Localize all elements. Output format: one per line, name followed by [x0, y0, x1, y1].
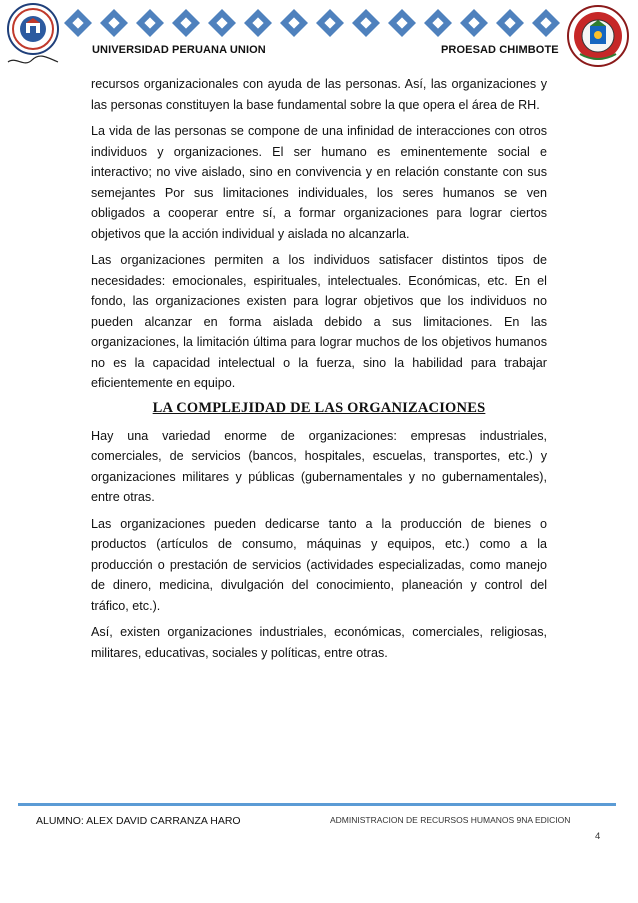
ornament-diamond-icon	[136, 9, 164, 37]
ornament-diamond-icon	[280, 9, 308, 37]
ornament-diamond-icon	[532, 9, 560, 37]
ornament-diamond-icon	[496, 9, 524, 37]
section-paragraph: Así, existen organizaciones industriales, económicas, comerciales, religiosas, militares, educativas, sociales y políticas, entre otras.	[91, 625, 547, 660]
ornament-diamond-icon	[172, 9, 200, 37]
university-seal-icon	[4, 2, 62, 68]
section-paragraph: Las organizaciones pueden dedicarse tanto a la producción de bienes o productos (artículos de consumo, máquinas y equipos, etc.) como a la producción o prestación de servicios (actividades especializadas, como manejo de dinero, medicina, divulgación del conocimiento, planeación y control del tráfico, etc.).	[91, 516, 547, 613]
ornament-diamond-icon	[460, 9, 488, 37]
body-paragraph: recursos organizacionales con ayuda de las personas. Así, las organizaciones y las personas constituyen la base fundamental sobre la que opera el área de RH.	[91, 77, 547, 112]
ornament-diamond-icon	[64, 9, 92, 37]
page-body	[91, 74, 547, 669]
footer-course-title: ADMINISTRACION DE RECURSOS HUMANOS 9NA EDICION	[330, 815, 571, 825]
ornament-diamond-icon	[424, 9, 452, 37]
header-university-title: UNIVERSIDAD PERUANA UNION	[92, 44, 266, 56]
proesad-crest-icon	[566, 4, 630, 68]
page-number: 4	[595, 831, 601, 842]
body-paragraph: Las organizaciones permiten a los individuos satisfacer distintos tipos de necesidades: emocionales, espirituales, intelectuales. Económicas, etc. En el fondo, las organizaciones existen para lograr objetivos que los individuos no pueden alcanzar en forma aislada debido a sus limitaciones. En las organizaciones, la limitación última para lograr muchos de los objetivos humanos no es la capacidad intelectual o la fuerza, sino la habilidad para trabajar eficientemente en equipo.	[91, 253, 547, 390]
ornament-diamond-icon	[100, 9, 128, 37]
footer-student-name: ALUMNO: ALEX DAVID CARRANZA HARO	[36, 815, 241, 827]
header-ornament-row	[64, 8, 564, 38]
section-paragraph: Hay una variedad enorme de organizaciones: empresas industriales, comerciales, de servicios (bancos, hospitales, escuelas, transportes, etc.) y organizaciones militares y públicas (gubernamentales y no gubernamentales), entre otras.	[91, 428, 547, 504]
ornament-diamond-icon	[208, 9, 236, 37]
ornament-diamond-icon	[244, 9, 272, 37]
ornament-diamond-icon	[316, 9, 344, 37]
header-program-title: PROESAD CHIMBOTE	[441, 44, 559, 56]
ornament-diamond-icon	[352, 9, 380, 37]
ornament-diamond-icon	[388, 9, 416, 37]
section-heading: LA COMPLEJIDAD DE LAS ORGANIZACIONES	[152, 399, 486, 416]
footer-divider	[18, 803, 616, 806]
body-paragraph: La vida de las personas se compone de una infinidad de interacciones con otros individuos y organizaciones. El ser humano es eminentemente social e interactivo; no vive aislado, sino en convivencia y en relación constante con sus semejantes Por sus limitaciones individuales, los seres humanos se ven obligados a cooperar entre sí, a formar organizaciones para lograr ciertos objetivos que la acción individual y aislada no alcanzarla.	[91, 124, 547, 241]
